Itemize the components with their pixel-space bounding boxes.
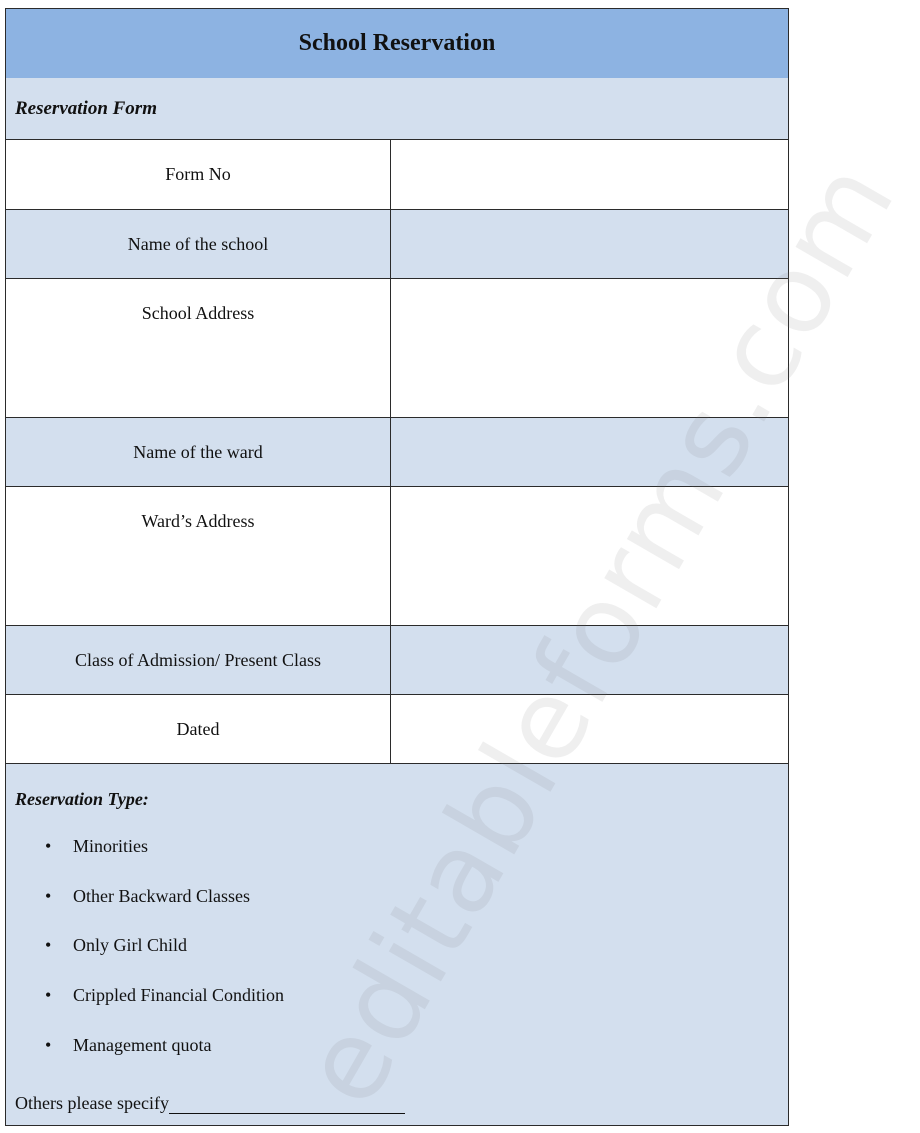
bullet-icon: • [45,985,52,1006]
school-address-label: School Address [6,279,391,417]
row-school-address [6,279,788,418]
school-address-field[interactable] [391,279,788,417]
form-no-field[interactable] [391,140,788,209]
dated-field[interactable] [391,695,788,763]
reservation-type-title: Reservation Type: [15,789,149,809]
option-label: Only Girl Child [73,935,188,956]
school-reservation-form [5,8,920,1126]
ward-name-field[interactable] [391,418,788,486]
class-admission-field[interactable] [391,626,788,694]
ward-address-field[interactable] [391,487,788,625]
others-label: Others please specify [15,1093,169,1113]
form-no-label: Form No [6,140,391,209]
section-title: Reservation Form [6,78,788,140]
row-dated [6,695,788,764]
ward-address-label: Ward’s Address [6,487,391,625]
others-specify [15,1093,405,1114]
row-ward-name [6,418,788,487]
school-name-field[interactable] [391,210,788,278]
option-label: Minorities [73,836,148,856]
reservation-type-list [6,836,284,1084]
bullet-icon: • [45,935,52,956]
option-label: Management quota [73,1034,212,1055]
row-ward-address [6,487,788,626]
ward-name-label: Name of the ward [6,418,391,486]
dated-label: Dated [6,695,391,763]
reservation-type-section [6,764,788,1125]
list-item[interactable] [6,1035,284,1085]
list-item[interactable] [6,886,284,936]
list-item[interactable] [6,836,284,886]
watermark: editableforms.com [276,140,920,1126]
row-form-no [6,140,788,210]
bullet-icon: • [45,885,52,906]
option-label: Other Backward Classes [73,885,250,906]
list-item[interactable] [6,985,284,1035]
option-label: Crippled Financial Condition [73,985,284,1006]
bullet-icon: • [45,1034,52,1055]
list-item[interactable] [6,935,284,985]
form-title: School Reservation [6,9,788,79]
row-school-name [6,210,788,279]
others-input-line[interactable] [169,1094,405,1114]
bullet-icon: • [45,836,52,856]
row-class-admission [6,626,788,695]
class-admission-label: Class of Admission/ Present Class [6,626,391,694]
school-name-label: Name of the school [6,210,391,278]
